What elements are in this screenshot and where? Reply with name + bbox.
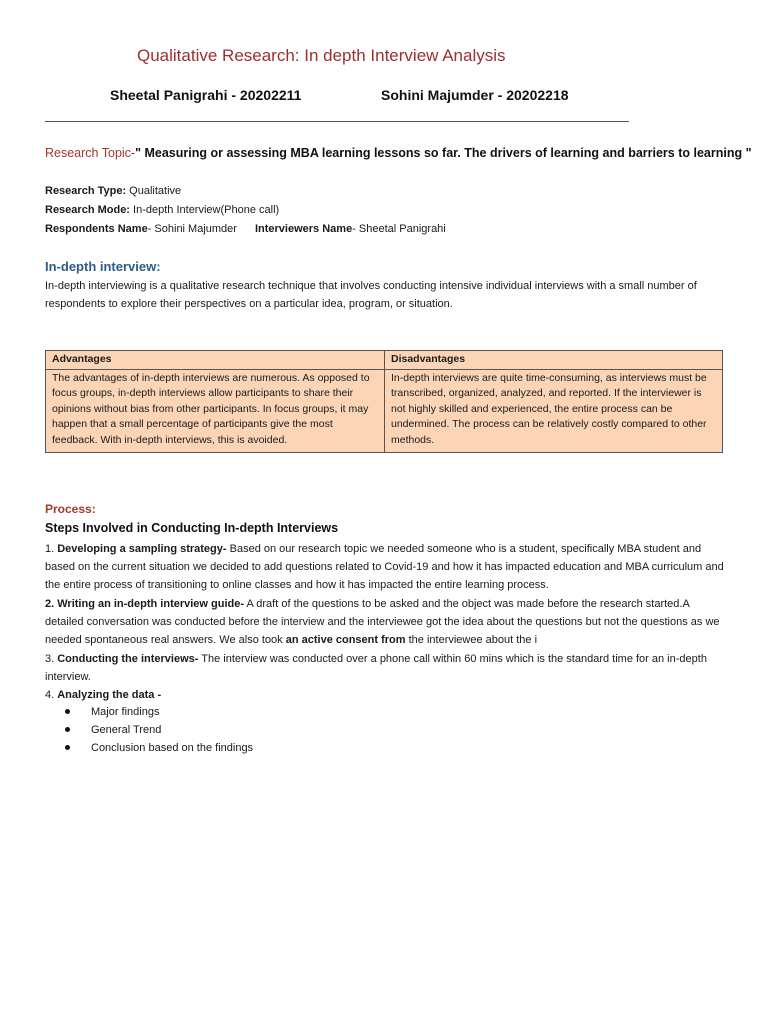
step-number: 2. bbox=[45, 598, 58, 610]
list-item: Major findings bbox=[65, 703, 253, 721]
author-name-2: Sohini Majumder - 20202218 bbox=[381, 87, 569, 103]
bullet-icon bbox=[65, 745, 70, 750]
bullet-icon bbox=[65, 727, 70, 732]
research-type-label: Research Type: bbox=[45, 185, 127, 197]
step-title: Conducting the interviews- bbox=[57, 653, 199, 665]
step-analyzing-data bbox=[45, 686, 729, 704]
interviewer-label: Interviewers Name bbox=[254, 223, 353, 235]
step-title: Writing an in-depth interview guide- bbox=[57, 598, 245, 610]
research-topic bbox=[45, 146, 752, 160]
respondent-value: - Sohini Majumder bbox=[147, 223, 237, 235]
advantages-header: Advantages bbox=[46, 351, 385, 370]
author-name-1: Sheetal Panigrahi - 20202211 bbox=[110, 87, 302, 103]
step-number: 3. bbox=[45, 653, 58, 665]
research-type-value: Qualitative bbox=[126, 185, 182, 197]
in-depth-interview-paragraph: In-depth interviewing is a qualitative research technique that involves conducting intensive individual interviews with a small number of respondents to explore their perspectives on a particular idea, program, or situation. bbox=[45, 280, 697, 310]
step-interview-guide bbox=[45, 595, 729, 649]
advantages-disadvantages-table bbox=[45, 350, 723, 453]
step-text-tail: the interviewee about the i bbox=[405, 634, 538, 646]
document-title: Qualitative Research: In depth Interview Analysis bbox=[137, 46, 506, 65]
disadvantages-cell: In-depth interviews are quite time-consuming, as interviews must be transcribed, organized, analyzed, and reported. If the interviewer is not highly skilled and experienced, the entire process can be undermined. The process can be relatively costly compared to other methods. bbox=[385, 369, 723, 452]
research-type bbox=[45, 185, 181, 197]
step-text: A draft of the questions to be asked and the object was made before the research started.A detailed conversation was conducted before the interview and the interviewee got the idea about the questions but not the questions as we needed spontaneous real answers. We also took bbox=[45, 598, 720, 646]
table-row bbox=[46, 369, 723, 452]
advantages-cell: The advantages of in-depth interviews are numerous. As opposed to focus groups, in-depth interviews allow participants to share their opinions without bias from other participants. In focus groups, it may happen that a small percentage of participants give the most feedback. With in-depth interviews, this is avoided. bbox=[46, 369, 385, 452]
research-mode-value: In-depth Interview(Phone call) bbox=[129, 204, 280, 216]
research-topic-text: " Measuring or assessing MBA learning lessons so far. The drivers of learning and barriers to learning " bbox=[135, 146, 752, 160]
process-label: Process: bbox=[45, 502, 96, 516]
step-conducting-interviews bbox=[45, 650, 729, 686]
bullet-icon bbox=[65, 709, 70, 714]
step-title: Developing a sampling strategy- bbox=[57, 543, 227, 555]
step-title: Analyzing the data - bbox=[57, 689, 162, 701]
respondent-label: Respondents Name bbox=[45, 223, 148, 235]
step-number: 4. bbox=[45, 689, 58, 701]
horizontal-divider bbox=[45, 121, 629, 122]
research-mode bbox=[45, 204, 279, 216]
step-text: The interview was conducted over a phone call within 60 mins which is the standard time for an in-depth interview. bbox=[45, 653, 707, 683]
step-sampling-strategy bbox=[45, 540, 729, 594]
research-topic-label: Research Topic- bbox=[45, 146, 136, 160]
table-header-row bbox=[46, 351, 723, 370]
list-item: General Trend bbox=[65, 721, 253, 739]
steps-heading: Steps Involved in Conducting In-depth Interviews bbox=[45, 521, 339, 535]
respondent-interviewer-line bbox=[45, 223, 446, 235]
step-text-emphasis: an active consent from bbox=[285, 634, 406, 646]
in-depth-interview-heading: In-depth interview: bbox=[45, 259, 161, 274]
step-text: Based on our research topic we needed someone who is a student, specifically MBA student and based on the current situation we decided to add questions related to Covid-19 and how it has impacted education and MBA curriculum and the entire process of transitioning to online classes and how it has impacted the entire learning process. bbox=[45, 543, 724, 591]
step-number: 1. bbox=[45, 543, 58, 555]
list-item: Conclusion based on the findings bbox=[65, 739, 253, 757]
research-mode-label: Research Mode: bbox=[45, 204, 130, 216]
findings-list bbox=[65, 703, 253, 757]
disadvantages-header: Disadvantages bbox=[385, 351, 723, 370]
interviewer-value: - Sheetal Panigrahi bbox=[352, 223, 446, 235]
